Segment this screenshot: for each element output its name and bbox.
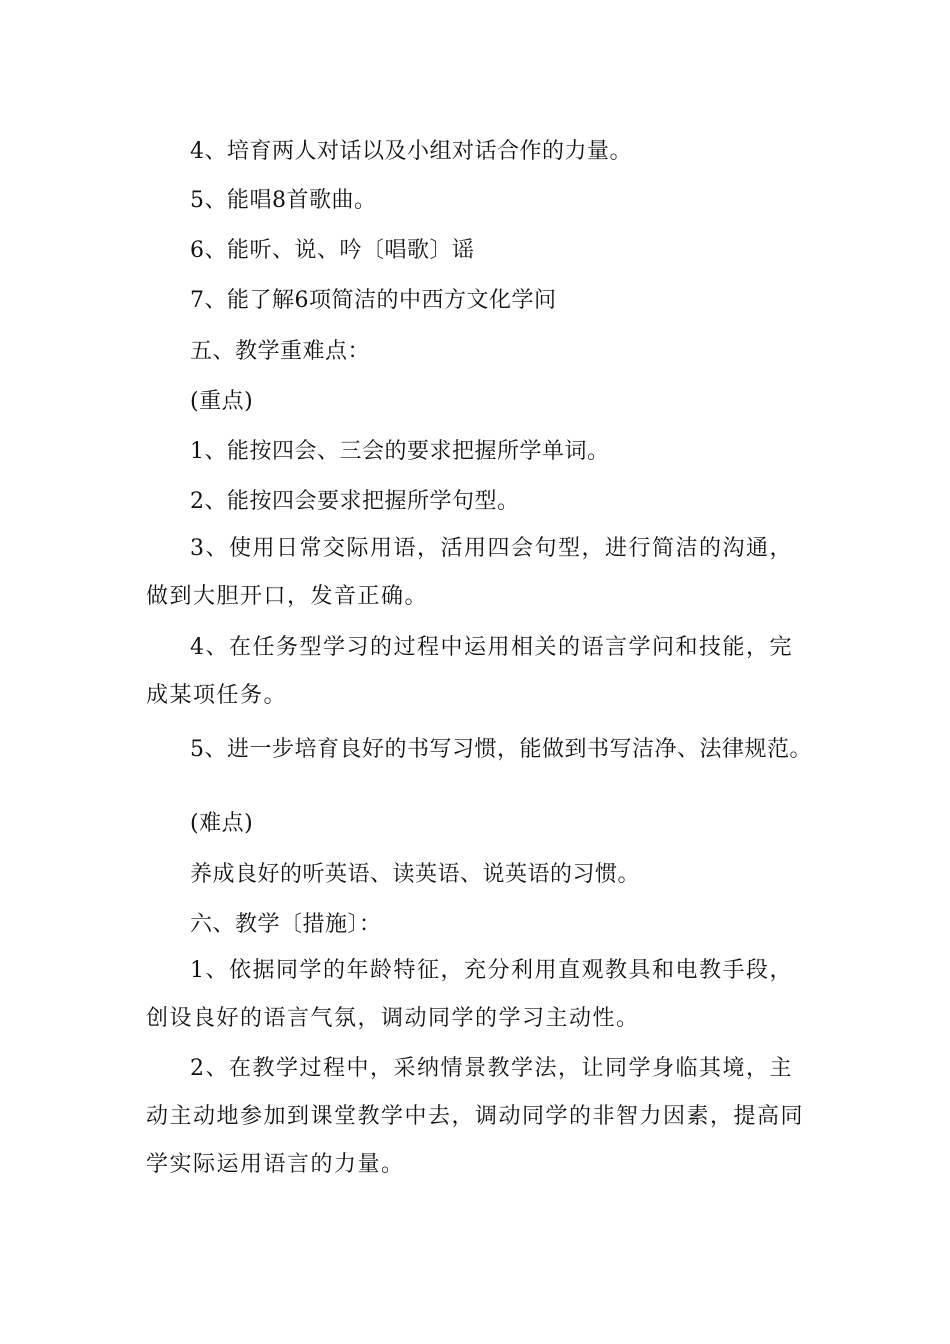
section-heading-key-difficult-points: 五、教学重难点：	[190, 339, 371, 364]
paragraph-key-point-3: 3、使用日常交际用语，活用四会句型，进行简洁的沟通，做到大胆开口，发音正确。	[146, 536, 793, 609]
paragraph-key-point-5: 5、进一步培育良好的书写习惯，能做到书写洁净、法律规范。	[190, 737, 812, 762]
paragraph-key-point-4: 4、在任务型学习的过程中运用相关的语言学问和技能，完成某项任务。	[146, 635, 793, 708]
paragraph-objective-7: 7、能了解6项简洁的中西方文化学问	[190, 288, 557, 313]
paragraph-objective-4: 4、培育两人对话以及小组对话合作的力量。	[190, 139, 632, 164]
paragraph-measure-1: 1、依据同学的年龄特征，充分利用直观教具和电教手段，创设良好的语言气氛，调动同学的学习主动性。	[146, 958, 793, 1031]
paragraph-measure-2: 2、在教学过程中，采纳情景教学法，让同学身临其境，主动主动地参加到课堂教学中去，调动同学的非智力因素，提高同学实际运用语言的力量。	[146, 1056, 805, 1177]
paragraph-difficult-point: 养成良好的听英语、读英语、说英语的习惯。	[190, 862, 641, 887]
paragraph-key-point-2: 2、能按四会要求把握所学句型。	[190, 489, 520, 514]
paragraph-objective-5: 5、能唱8首歌曲。	[190, 188, 377, 213]
subheading-difficult-points: (难点)	[190, 811, 254, 836]
section-heading-teaching-measures: 六、教学〔措施〕：	[190, 912, 382, 937]
subheading-key-points: (重点)	[190, 389, 254, 414]
paragraph-objective-6: 6、能听、说、吟〔唱歌〕谣	[190, 238, 475, 263]
paragraph-key-point-1: 1、能按四会、三会的要求把握所学单词。	[190, 439, 610, 464]
